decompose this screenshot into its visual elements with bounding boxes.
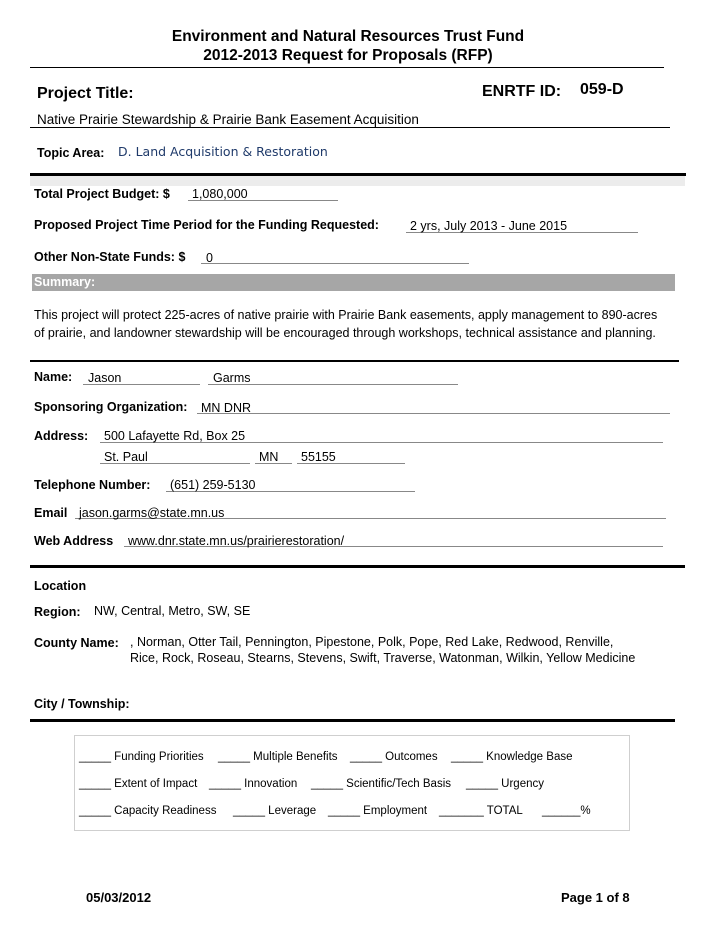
section-divider-3 (30, 565, 685, 568)
non-state-funds-field (201, 248, 469, 264)
zip-value: 55155 (301, 450, 336, 464)
topic-area-value: D. Land Acquisition & Restoration (118, 144, 328, 159)
score-scientific-tech-basis: _____ Scientific/Tech Basis (311, 778, 451, 790)
county-value-line2: Rice, Rock, Roseau, Stearns, Stevens, Swift, Traverse, Watonman, Wilkin, Yellow Medicine (130, 651, 636, 665)
summary-text: This project will protect 225-acres of native prairie with Prairie Bank easements, apply management to 890-acres of prairie, and landowner stewardship will be encouraged through workshops, technical assistance and planning. (34, 308, 658, 340)
score-extent-of-impact: _____ Extent of Impact (79, 778, 198, 790)
organization-value: MN DNR (201, 401, 251, 415)
score-urgency: _____ Urgency (466, 778, 544, 790)
title-divider (30, 127, 670, 128)
organization-label: Sponsoring Organization: (34, 400, 188, 414)
last-name-value: Garms (213, 371, 251, 385)
footer-date: 05/03/2012 (86, 890, 152, 905)
topic-area-label: Topic Area: (37, 146, 105, 160)
telephone-value: (651) 259-5130 (170, 478, 256, 492)
form-title-line2: 2012-2013 Request for Proposals (RFP) (203, 47, 493, 64)
section-divider-4 (30, 719, 675, 722)
time-period-value: 2 yrs, July 2013 - June 2015 (410, 219, 568, 233)
score-total: _______ TOTAL (439, 805, 523, 817)
total-budget-value: 1,080,000 (192, 187, 248, 201)
total-budget-label: Total Project Budget: $ (34, 187, 170, 201)
enrtf-id-value: 059-D (580, 81, 624, 98)
location-heading: Location (34, 579, 87, 593)
state-value: MN (259, 450, 279, 464)
county-value-line1: , Norman, Otter Tail, Pennington, Pipestone, Polk, Pope, Red Lake, Redwood, Renville, (130, 635, 614, 649)
region-label: Region: (34, 605, 81, 619)
city-township-label: City / Township: (34, 697, 130, 711)
score-innovation: _____ Innovation (209, 778, 298, 790)
score-employment: _____ Employment (328, 805, 428, 817)
section-divider-2 (30, 360, 679, 362)
email-label: Email (34, 506, 68, 520)
header-divider (30, 67, 664, 68)
score-outcomes: _____ Outcomes (350, 751, 438, 763)
project-title-value: Native Prairie Stewardship & Prairie Bank Easement Acquisition (37, 112, 419, 127)
scoring-box (74, 735, 630, 831)
organization-field (197, 398, 670, 414)
time-period-label: Proposed Project Time Period for the Funding Requested: (34, 218, 379, 232)
first-name-value: Jason (88, 371, 122, 385)
name-label: Name: (34, 370, 73, 384)
score-leverage: _____ Leverage (233, 805, 317, 817)
score-percent: ______% (542, 805, 591, 817)
score-multiple-benefits: _____ Multiple Benefits (218, 751, 338, 763)
form-title-line1: Environment and Natural Resources Trust Fund (171, 28, 525, 45)
street-value: 500 Lafayette Rd, Box 25 (104, 429, 246, 443)
project-title-label: Project Title: (37, 85, 134, 102)
region-value: NW, Central, Metro, SW, SE (94, 604, 251, 618)
web-address-value: www.dnr.state.mn.us/prairierestoration/ (128, 534, 345, 548)
web-address-label: Web Address (34, 534, 114, 548)
county-label: County Name: (34, 636, 119, 650)
summary-heading: Summary: (34, 275, 96, 289)
non-state-funds-label: Other Non-State Funds: $ (34, 250, 186, 264)
summary-bar (32, 274, 675, 291)
score-capacity-readiness: _____ Capacity Readiness (79, 805, 217, 817)
enrtf-id-label: ENRTF ID: (482, 83, 562, 100)
email-value: jason.garms@state.mn.us (79, 506, 225, 520)
city-value: St. Paul (104, 450, 148, 464)
score-knowledge-base: _____ Knowledge Base (451, 751, 573, 763)
footer-page-number: Page 1 of 8 (561, 890, 630, 905)
section-divider-1 (30, 173, 686, 176)
non-state-funds-value: 0 (206, 251, 213, 265)
address-label: Address: (34, 429, 89, 443)
telephone-label: Telephone Number: (34, 478, 151, 492)
score-funding-priorities: _____ Funding Priorities (79, 751, 204, 763)
